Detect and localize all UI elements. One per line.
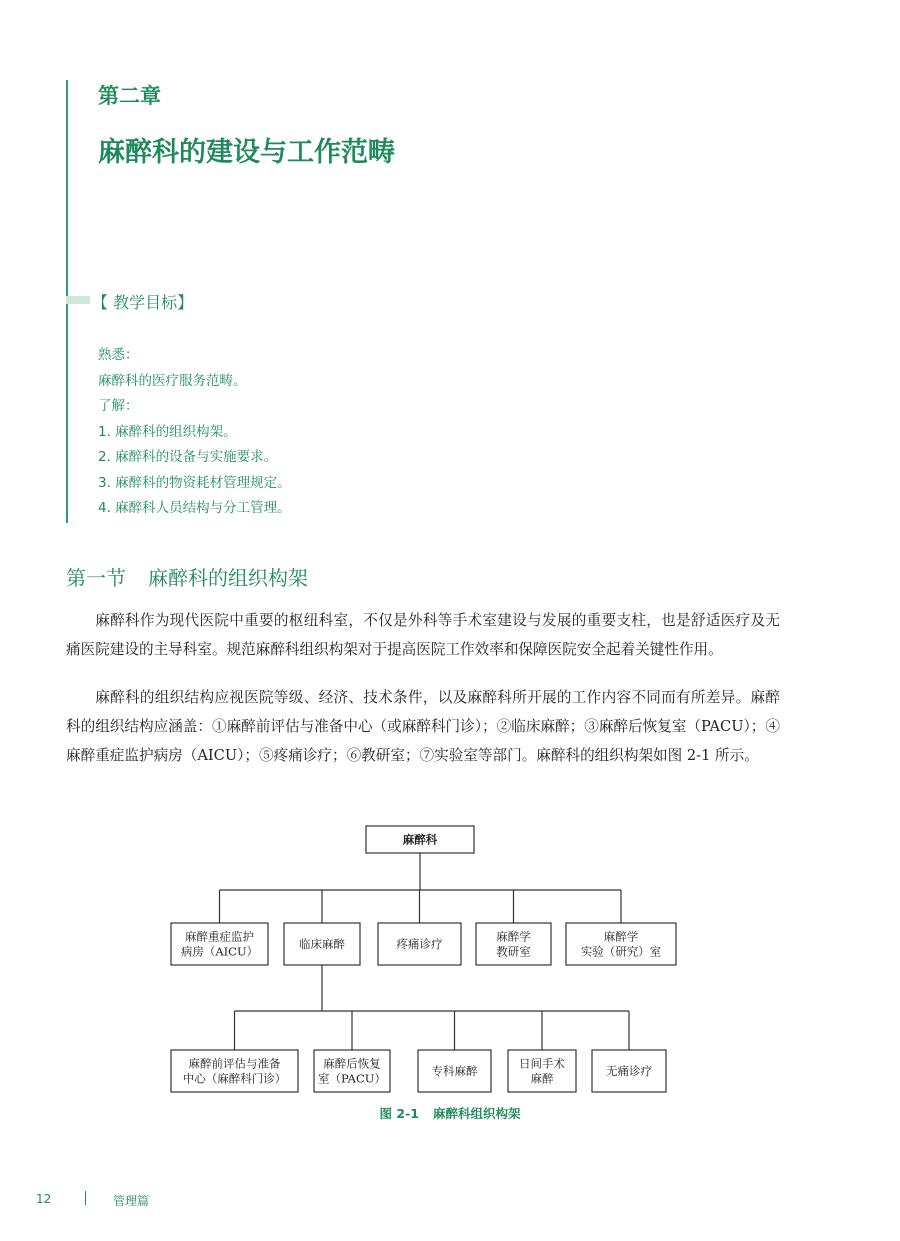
org-chart-svg bbox=[160, 820, 700, 1102]
page-number: 12 bbox=[36, 1192, 52, 1206]
footer-divider bbox=[85, 1191, 86, 1205]
objective-item: 熟悉： bbox=[98, 347, 139, 363]
org-level1-node-label: 麻醉重症监护 bbox=[185, 929, 254, 944]
figure-caption bbox=[0, 1104, 900, 1122]
objective-item: 了解： bbox=[98, 398, 139, 414]
objective-item: 4. 麻醉科人员结构与分工管理。 bbox=[98, 500, 291, 516]
objective-item: 3. 麻醉科的物资耗材管理规定。 bbox=[98, 474, 291, 491]
objective-item: 麻醉科的医疗服务范畴。 bbox=[98, 372, 247, 389]
org-level2-node-label: 麻醉 bbox=[530, 1071, 554, 1086]
org-level1-node-label: 麻醉学 bbox=[496, 929, 531, 944]
org-level2-node-label: 麻醉后恢复 bbox=[323, 1056, 381, 1071]
footer-part-name: 管理篇 bbox=[113, 1194, 150, 1208]
org-level2-node-label: 麻醉前评估与准备 bbox=[188, 1056, 281, 1071]
org-level1-node-label: 病房（AICU） bbox=[180, 944, 259, 959]
chapter-title: 麻醉科的建设与工作范畴 bbox=[98, 137, 395, 168]
objectives-marker bbox=[66, 296, 90, 304]
body-paragraph: 麻醉科的组织结构应视医院等级、经济、技术条件，以及麻醉科所开展的工作内容不同而有所差异。麻醉科的组织结构应涵盖：①麻醉前评估与准备中心（或麻醉科门诊）；②临床麻醉；③麻醉后恢复室（PACU）；④麻醉重症监护病房（AICU）；⑤疼痛诊疗；⑥教研室；⑦实验室等部门。麻醉科的组织构架如图 2-1 所示。 bbox=[66, 689, 780, 764]
org-root-label: 麻醉科 bbox=[402, 832, 438, 847]
objective-item: 1. 麻醉科的组织构架。 bbox=[98, 423, 237, 440]
org-level1-node-label: 麻醉学 bbox=[603, 929, 639, 944]
section-title bbox=[66, 562, 308, 591]
body-paragraph: 麻醉科作为现代医院中重要的枢纽科室，不仅是外科等手术室建设与发展的重要支柱，也是舒适医疗及无痛医院建设的主导科室。规范麻醉科组织构架对于提高医院工作效率和保障医院安全起着关键性作用。 bbox=[66, 612, 780, 658]
org-level1-node-label: 实验（研究）室 bbox=[580, 944, 662, 959]
figure-number: 图 2-1 bbox=[379, 1106, 419, 1121]
org-chart bbox=[160, 820, 700, 1102]
org-level2-node-label: 无痛诊疗 bbox=[606, 1064, 652, 1078]
org-level2-node-label: 中心（麻醉科门诊） bbox=[182, 1071, 287, 1086]
chapter-label: 第二章 bbox=[98, 84, 161, 108]
org-level2-node-label: 专科麻醉 bbox=[431, 1064, 478, 1078]
section-number: 第一节 bbox=[66, 566, 126, 590]
org-level2-node-label: 室（PACU） bbox=[318, 1071, 386, 1086]
org-level1-node-label: 疼痛诊疗 bbox=[396, 937, 443, 951]
org-level1-node-label: 临床麻醉 bbox=[299, 937, 345, 951]
section-name: 麻醉科的组织构架 bbox=[148, 566, 308, 590]
objectives-heading: 【 教学目标】 bbox=[92, 293, 194, 312]
org-level1-node-label: 教研室 bbox=[496, 944, 531, 959]
objectives-list bbox=[98, 345, 291, 524]
objective-item: 2. 麻醉科的设备与实施要求。 bbox=[98, 449, 278, 465]
org-level2-node-label: 日间手术 bbox=[519, 1056, 565, 1071]
figure-title: 麻醉科组织构架 bbox=[432, 1106, 521, 1121]
